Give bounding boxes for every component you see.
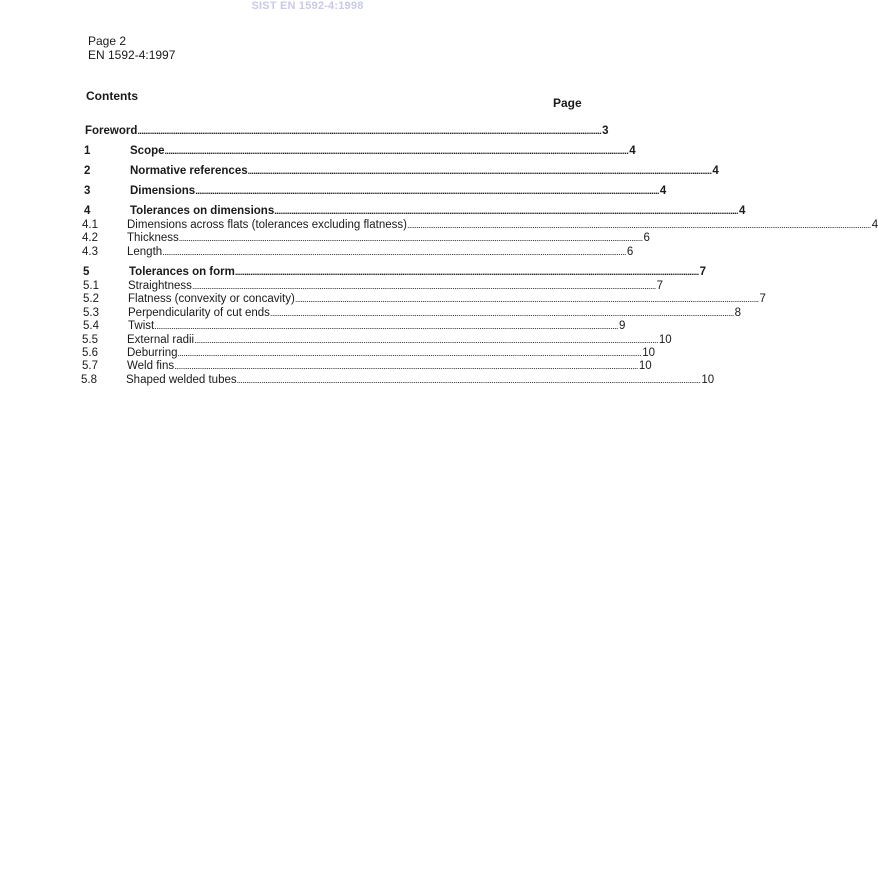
- toc-page-number: 7: [699, 266, 707, 278]
- toc-page-number: 6: [643, 232, 650, 244]
- toc-entry[interactable]: [84, 184, 667, 198]
- toc-number: 5.2: [83, 293, 99, 305]
- toc-title: Flatness (convexity or concavity): [128, 293, 295, 305]
- toc-number: 4.3: [82, 246, 98, 258]
- toc-leader-dots: ....................................................................................................................................................................................................................................................: [178, 233, 643, 243]
- contents-heading: Contents: [86, 89, 138, 103]
- toc-number: 3: [84, 185, 91, 197]
- toc-title: Thickness: [127, 232, 179, 244]
- toc-title: Twist: [128, 320, 155, 332]
- toc-entry[interactable]: [85, 124, 609, 138]
- toc-page-number: 10: [658, 334, 672, 346]
- standard-reference: EN 1592-4:1997: [88, 48, 176, 62]
- toc-title: Dimensions: [130, 185, 196, 197]
- toc-entry[interactable]: [82, 218, 878, 232]
- toc-leader-dots: ....................................................................................................................................................................................................................................................: [274, 206, 738, 216]
- toc-leader-dots: ....................................................................................................................................................................................................................................................: [154, 321, 618, 331]
- toc-number: 5.6: [82, 347, 98, 359]
- toc-leader-dots: ....................................................................................................................................................................................................................................................: [191, 281, 656, 291]
- toc-leader-dots: ....................................................................................................................................................................................................................................................: [174, 361, 638, 371]
- toc-entry[interactable]: [82, 245, 634, 259]
- toc-entry[interactable]: [82, 346, 656, 360]
- toc-page-number: 3: [602, 125, 609, 137]
- toc-title: Scope: [130, 145, 165, 157]
- toc-number: 5.7: [82, 360, 98, 372]
- toc-page-number: 6: [626, 246, 634, 258]
- toc-page-number: 9: [618, 320, 626, 332]
- toc-page-number: 10: [642, 347, 656, 359]
- toc-leader-dots: ....................................................................................................................................................................................................................................................: [236, 375, 701, 385]
- toc-title: External radii: [127, 334, 195, 346]
- toc-title: Perpendicularity of cut ends: [128, 307, 270, 319]
- toc-entry[interactable]: [84, 164, 719, 178]
- toc-title: Deburring: [127, 347, 178, 359]
- toc-number: 4.1: [82, 219, 98, 231]
- toc-number: 5.1: [83, 280, 99, 292]
- toc-number: 5.4: [83, 320, 99, 332]
- toc-leader-dots: ....................................................................................................................................................................................................................................................: [269, 308, 734, 318]
- toc-page-number: 7: [759, 293, 766, 305]
- toc-entry[interactable]: [82, 333, 672, 347]
- toc-leader-dots: ....................................................................................................................................................................................................................................................: [137, 126, 602, 136]
- toc-page-number: 8: [734, 307, 742, 319]
- toc-leader-dots: ....................................................................................................................................................................................................................................................: [247, 166, 712, 176]
- toc-page-number: 4: [871, 219, 878, 231]
- toc-title: Weld fins: [127, 360, 175, 372]
- toc-entry[interactable]: [83, 319, 626, 333]
- toc-title: Length: [127, 246, 163, 258]
- toc-number: 5.8: [81, 374, 97, 386]
- toc-entry[interactable]: [81, 373, 715, 387]
- toc-entry[interactable]: [83, 292, 766, 306]
- toc-title: Tolerances on form: [129, 266, 235, 278]
- toc-page-number: 10: [701, 374, 715, 386]
- toc-leader-dots: ....................................................................................................................................................................................................................................................: [194, 335, 658, 345]
- toc-entry[interactable]: [84, 204, 746, 218]
- toc-title: Shaped welded tubes: [126, 374, 237, 386]
- toc-entry[interactable]: [82, 359, 652, 373]
- toc-entry[interactable]: [83, 306, 742, 320]
- toc-title: Tolerances on dimensions: [130, 205, 275, 217]
- toc-title: Dimensions across flats (tolerances excluding flatness): [127, 219, 407, 231]
- toc-title: Straightness: [128, 280, 192, 292]
- toc-page-number: 4: [659, 185, 667, 197]
- toc-entry[interactable]: [83, 279, 664, 293]
- toc-page-number: 10: [638, 360, 652, 372]
- toc-leader-dots: ....................................................................................................................................................................................................................................................: [195, 186, 659, 196]
- toc-number: 2: [84, 165, 91, 177]
- watermark: SIST EN 1592-4:1998: [251, 0, 364, 12]
- toc-number: 1: [84, 145, 91, 157]
- toc-leader-dots: ....................................................................................................................................................................................................................................................: [294, 294, 759, 304]
- toc-title: Foreword: [85, 125, 138, 137]
- toc-page-number: 4: [629, 145, 636, 157]
- page-number: Page 2: [88, 34, 127, 48]
- toc-number: 5: [83, 266, 90, 278]
- toc-page-number: 7: [656, 280, 664, 292]
- toc-number: 5.5: [82, 334, 98, 346]
- toc-number: 4.2: [82, 232, 98, 244]
- page-column-heading: Page: [553, 96, 582, 110]
- toc-number: 4: [84, 205, 91, 217]
- toc-page-number: 4: [738, 205, 746, 217]
- toc-leader-dots: ....................................................................................................................................................................................................................................................: [406, 220, 871, 230]
- toc-leader-dots: ....................................................................................................................................................................................................................................................: [162, 247, 626, 257]
- toc-entry[interactable]: [82, 231, 650, 245]
- toc-entry[interactable]: [84, 144, 636, 158]
- toc-leader-dots: ....................................................................................................................................................................................................................................................: [177, 348, 642, 358]
- toc-number: 5.3: [83, 307, 99, 319]
- toc-entry[interactable]: [83, 265, 707, 279]
- toc-leader-dots: ....................................................................................................................................................................................................................................................: [234, 267, 699, 277]
- toc-page-number: 4: [712, 165, 719, 177]
- toc-leader-dots: ....................................................................................................................................................................................................................................................: [164, 146, 629, 156]
- toc-title: Normative references: [130, 165, 248, 177]
